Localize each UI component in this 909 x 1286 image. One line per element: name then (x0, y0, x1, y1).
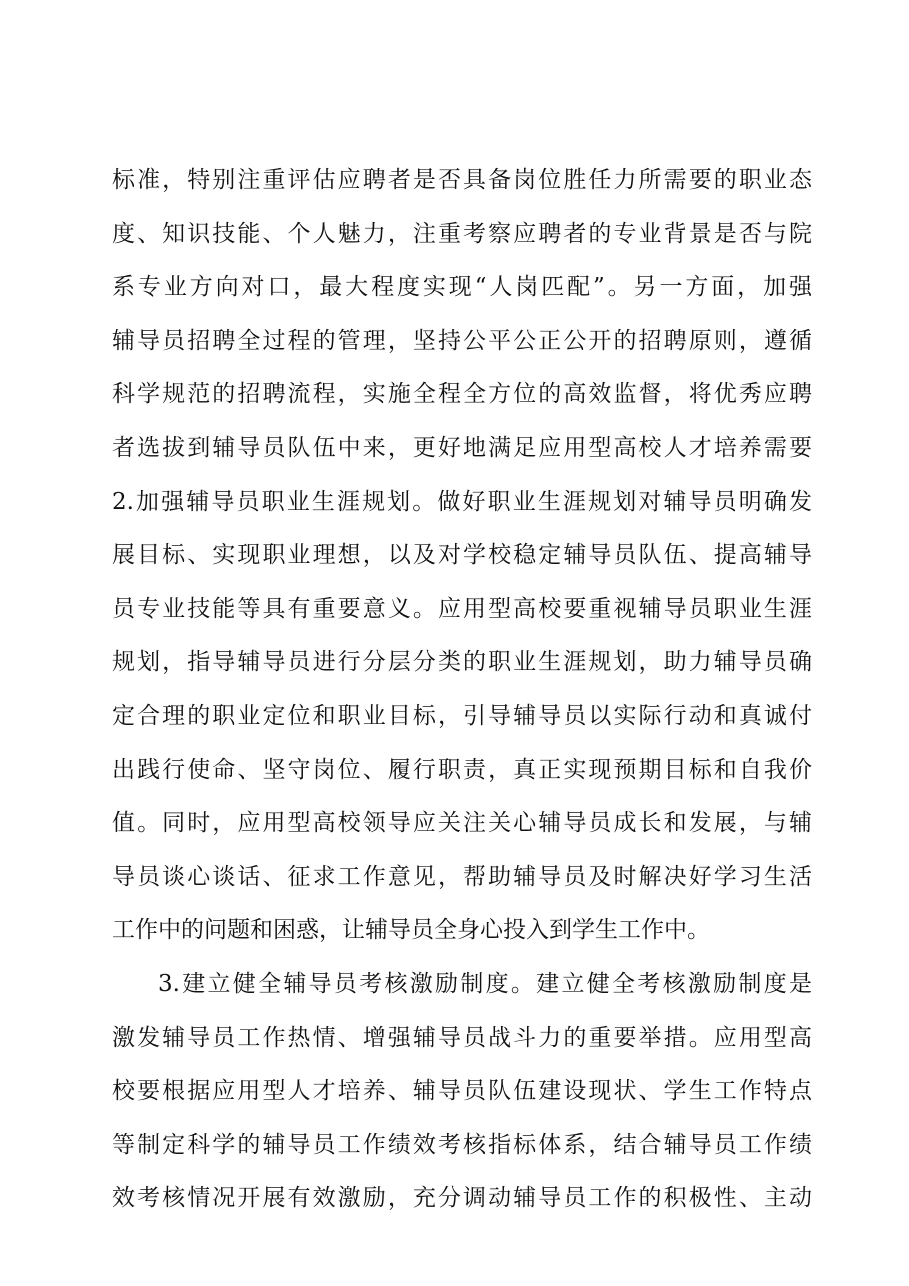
text-line: 导员谈心谈话、征求工作意见，帮助辅导员及时解决好学习生活 (112, 863, 812, 890)
text-line: 效考核情况开展有效激励，充分调动辅导员工作的积极性、主动 (112, 1185, 812, 1212)
text-line: 员专业技能等具有重要意义。应用型高校要重视辅导员职业生涯 (112, 595, 812, 622)
text-line: 值。同时，应用型高校领导应关注关心辅导员成长和发展，与辅 (112, 810, 812, 837)
text-line: 辅导员招聘全过程的管理，坚持公平公正公开的招聘原则，遵循 (112, 327, 812, 354)
section-heading-line: 3.建立健全辅导员考核激励制度。建立健全考核激励制度是 (158, 970, 812, 997)
text-line: 系专业方向对口，最大程度实现“人岗匹配”。另一方面，加强 (112, 274, 812, 301)
text-line: 规划，指导辅导员进行分层分类的职业生涯规划，助力辅导员确 (112, 649, 812, 676)
text-line: 展目标、实现职业理想，以及对学校稳定辅导员队伍、提高辅导 (112, 542, 812, 569)
text-line: 度、知识技能、个人魅力，注重考察应聘者的专业背景是否与院 (112, 220, 812, 247)
body-text (112, 154, 812, 1226)
paragraph-end-line: 工作中的问题和困惑，让辅导员全身心投入到学生工作中。 (112, 917, 710, 944)
section-heading-line: 2.加强辅导员职业生涯规划。做好职业生涯规划对辅导员明确发 (112, 488, 812, 515)
text-line: 者选拔到辅导员队伍中来，更好地满足应用型高校人才培养需要 (112, 434, 812, 461)
text-line: 出践行使命、坚守岗位、履行职责，真正实现预期目标和自我价 (112, 756, 812, 783)
text-line: 激发辅导员工作热情、增强辅导员战斗力的重要举措。应用型高 (112, 1024, 812, 1051)
text-line: 校要根据应用型人才培养、辅导员队伍建设现状、学生工作特点 (112, 1078, 812, 1105)
text-line: 科学规范的招聘流程，实施全程全方位的高效监督，将优秀应聘 (112, 381, 812, 408)
text-line: 定合理的职业定位和职业目标，引导辅导员以实际行动和真诚付 (112, 702, 812, 729)
text-line: 等制定科学的辅导员工作绩效考核指标体系，结合辅导员工作绩 (112, 1131, 812, 1158)
text-line: 标准，特别注重评估应聘者是否具备岗位胜任力所需要的职业态 (112, 167, 812, 193)
